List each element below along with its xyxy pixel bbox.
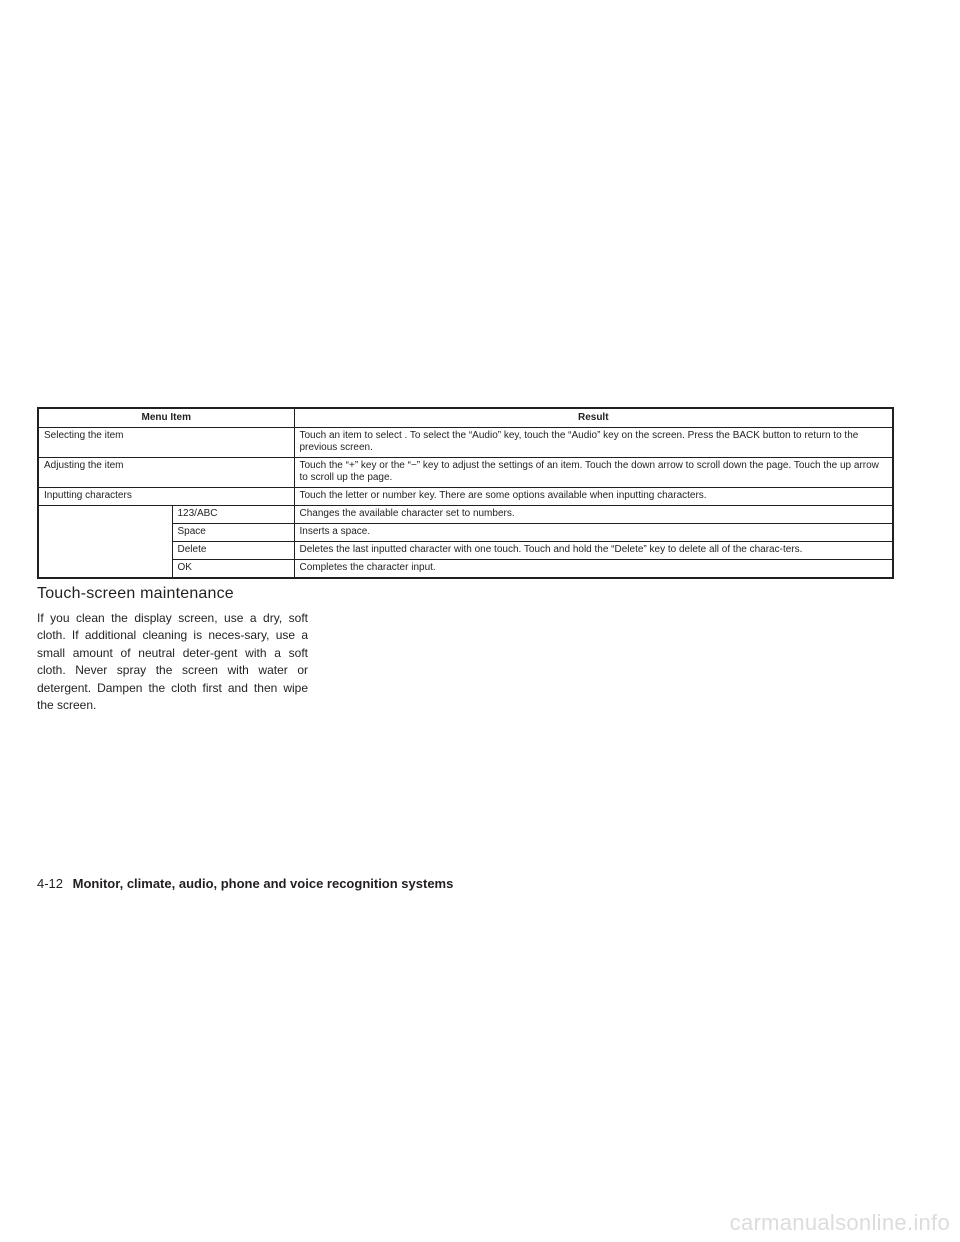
result-cell: Changes the available character set to numbers. — [294, 506, 893, 524]
section-heading: Touch-screen maintenance — [37, 585, 234, 602]
sub-item-cell: 123/ABC — [172, 506, 294, 524]
menu-item-table — [37, 407, 894, 579]
header-result: Result — [294, 408, 893, 428]
table-row — [38, 560, 893, 579]
table-row — [38, 542, 893, 560]
sub-item-cell: Delete — [172, 542, 294, 560]
chapter-title: Monitor, climate, audio, phone and voice recognition systems — [72, 876, 454, 891]
result-cell: Completes the character input. — [294, 560, 893, 579]
empty-cell — [38, 524, 172, 542]
result-cell: Inserts a space. — [294, 524, 893, 542]
table-row — [38, 458, 893, 488]
result-cell: Touch an item to select . To select the “Audio” key, touch the “Audio” key on the screen. Press the BACK button to return to the previous screen. — [294, 428, 893, 458]
header-menu-item: Menu Item — [38, 408, 294, 428]
result-cell: Deletes the last inputted character with one touch. Touch and hold the “Delete” key to delete all of the charac-ters. — [294, 542, 893, 560]
watermark-text: carmanualsonline.info — [729, 1210, 950, 1235]
empty-cell — [38, 560, 172, 579]
table-row — [38, 506, 893, 524]
empty-cell — [38, 506, 172, 524]
table-row — [38, 488, 893, 506]
sub-item-cell: OK — [172, 560, 294, 579]
result-cell: Touch the “+” key or the “−” key to adjust the settings of an item. Touch the down arrow to scroll down the page. Touch the up arrow to scroll up the page. — [294, 458, 893, 488]
result-cell: Touch the letter or number key. There are some options available when inputting characters. — [294, 488, 893, 506]
table-header-row — [38, 408, 893, 428]
page-number: 4-12 — [37, 876, 64, 891]
menu-item-cell: Selecting the item — [38, 428, 294, 458]
table-row — [38, 428, 893, 458]
sub-item-cell: Space — [172, 524, 294, 542]
section-paragraph: If you clean the display screen, use a dry, soft cloth. If additional cleaning is neces-sary, use a small amount of neutral deter-gent with a soft cloth. Never spray the screen with water or detergent. Dampen the cloth first and then wipe the screen. — [37, 611, 308, 713]
empty-cell — [38, 542, 172, 560]
menu-item-cell: Inputting characters — [38, 488, 294, 506]
page-footer — [37, 876, 453, 891]
table-row — [38, 524, 893, 542]
menu-item-cell: Adjusting the item — [38, 458, 294, 488]
